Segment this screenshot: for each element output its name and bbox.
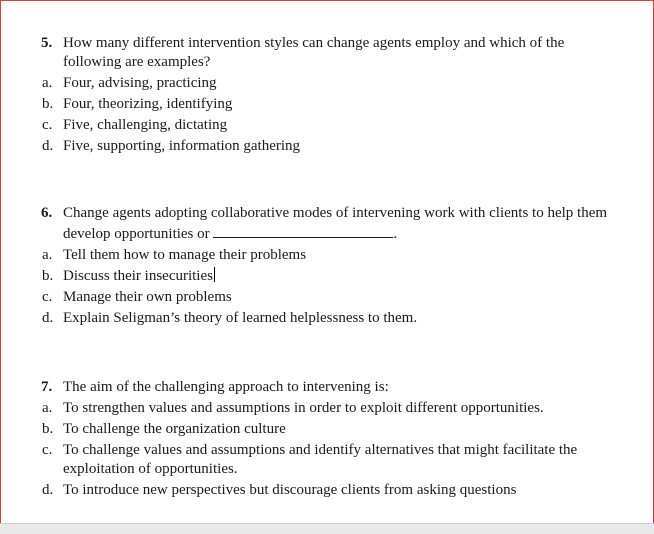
question-6 <box>0 204 620 328</box>
option-letter: d. <box>42 310 54 326</box>
option-letter: c. <box>42 442 53 458</box>
answer-option-c[interactable] <box>0 116 620 135</box>
answer-option-c[interactable] <box>0 441 620 479</box>
question-text: Change agents adopting collaborative modes of intervening work with clients to help them develop opportunities or <box>63 205 608 242</box>
question-5 <box>0 34 620 156</box>
answer-option-a[interactable] <box>0 246 620 265</box>
option-text: To challenge values and assumptions and identify alternatives that might facilitate the exploitation of opportunities. <box>63 442 578 477</box>
answer-option-b[interactable] <box>0 420 620 439</box>
option-text: Explain Seligman’s theory of learned helplessness to them. <box>63 310 418 326</box>
option-text: Four, theorizing, identifying <box>63 96 233 112</box>
question-stem <box>0 204 620 244</box>
option-letter: a. <box>42 400 53 416</box>
stem-end: . <box>393 226 398 242</box>
option-letter: b. <box>42 96 54 112</box>
option-text: Five, supporting, information gathering <box>63 138 301 154</box>
answer-option-b[interactable] <box>0 267 620 286</box>
option-letter: b. <box>42 268 54 284</box>
question-text: How many different intervention styles can change agents employ and which of the following are examples? <box>63 35 565 70</box>
option-letter: c. <box>42 289 53 305</box>
question-text: The aim of the challenging approach to intervening is: <box>63 379 389 395</box>
text-cursor <box>214 267 215 282</box>
option-letter: a. <box>42 75 53 91</box>
option-text: Discuss their insecurities <box>63 268 213 284</box>
option-letter: c. <box>42 117 53 133</box>
answer-option-a[interactable] <box>0 399 620 418</box>
question-7 <box>0 378 620 500</box>
fill-in-blank[interactable] <box>213 223 393 238</box>
option-text: Tell them how to manage their problems <box>63 247 307 263</box>
option-text: To strengthen values and assumptions in order to exploit different opportunities. <box>63 400 544 416</box>
option-text: Manage their own problems <box>63 289 232 305</box>
answer-option-b[interactable] <box>0 95 620 114</box>
question-stem <box>0 378 620 397</box>
question-number: 7. <box>41 379 53 395</box>
option-text: Five, challenging, dictating <box>63 117 228 133</box>
option-letter: a. <box>42 247 53 263</box>
horizontal-scrollbar[interactable] <box>0 523 654 534</box>
option-text: Four, advising, practicing <box>63 75 217 91</box>
answer-option-d[interactable] <box>0 309 620 328</box>
answer-option-d[interactable] <box>0 137 620 156</box>
option-text: To introduce new perspectives but discourage clients from asking questions <box>63 482 517 498</box>
option-letter: d. <box>42 482 54 498</box>
option-text: To challenge the organization culture <box>63 421 286 437</box>
option-letter: b. <box>42 421 54 437</box>
question-number: 6. <box>41 205 53 221</box>
option-letter: d. <box>42 138 54 154</box>
question-number: 5. <box>41 35 53 51</box>
answer-option-c[interactable] <box>0 288 620 307</box>
question-stem <box>0 34 620 72</box>
answer-option-a[interactable] <box>0 74 620 93</box>
answer-option-d[interactable] <box>0 481 620 500</box>
